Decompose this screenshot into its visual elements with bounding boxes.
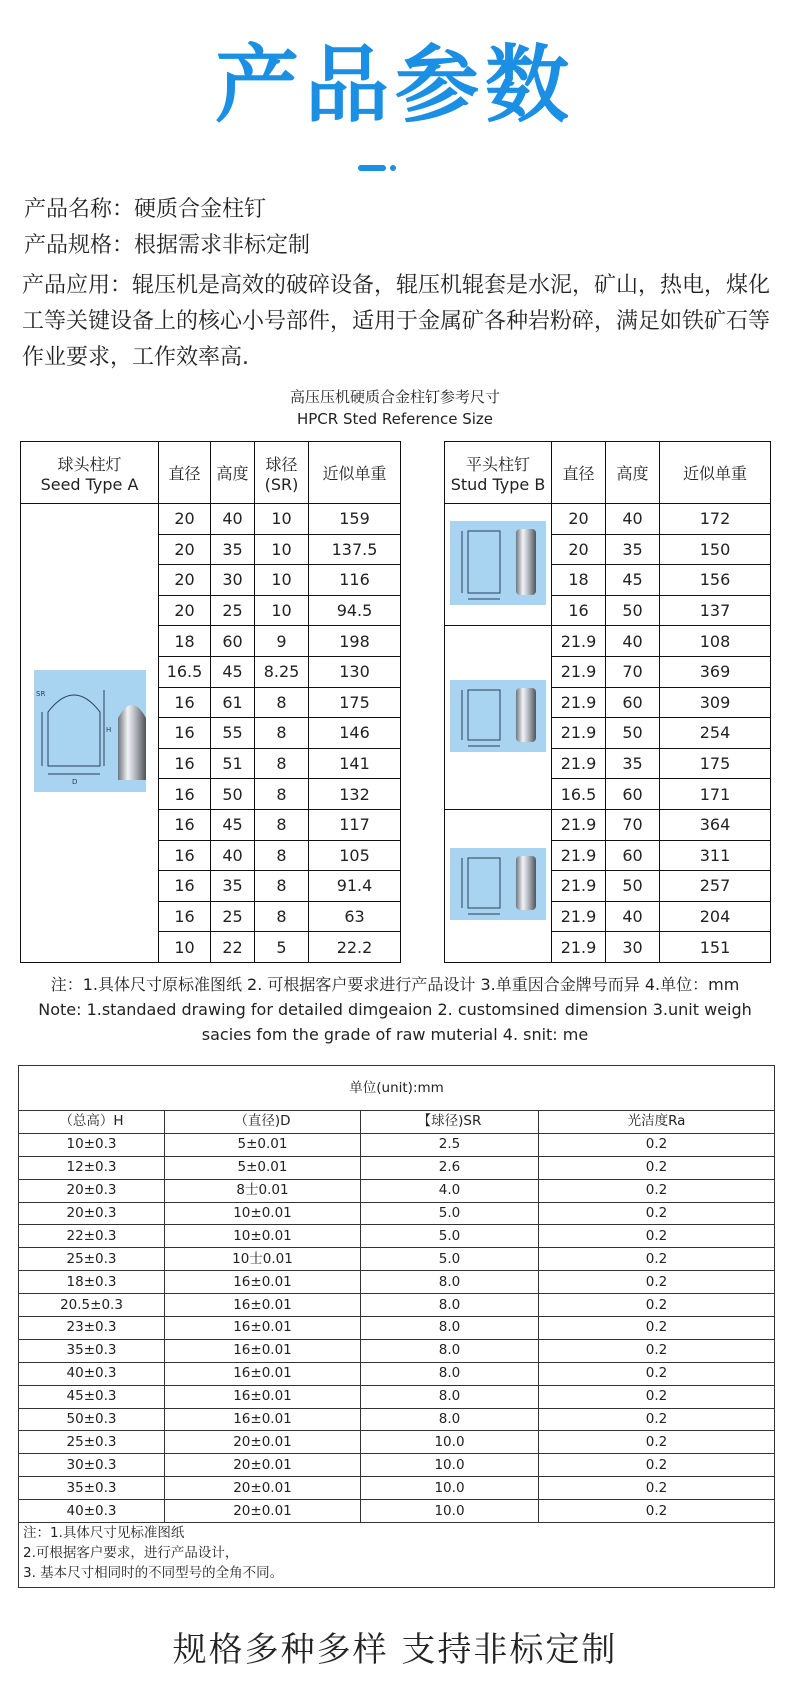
right-weight-cell: 364 [660, 809, 771, 840]
table2-row [19, 1454, 775, 1477]
height-cell: 18±0.3 [19, 1271, 165, 1294]
roughness-cell: 0.2 [539, 1362, 775, 1385]
sphere-radius-cell: 10.0 [361, 1431, 539, 1454]
roughness-cell: 0.2 [539, 1202, 775, 1225]
flat-stud-drawing [450, 680, 546, 752]
product-application: 产品应用：辊压机是高效的破碎设备，辊压机辊套是水泥，矿山，热电，煤化工等关键设备上的核心小号部件，适用于金属矿各种岩粉碎，满足如铁矿石等作业要求，工作效率高. [22, 273, 771, 370]
flat-stud-drawing [450, 848, 546, 920]
left-height-cell: 55 [211, 718, 255, 749]
flat-stud-image-cell [445, 504, 552, 626]
left-diameter-cell: 20 [159, 565, 211, 596]
right-diameter-cell: 21.9 [552, 656, 606, 687]
right-weight-cell: 204 [660, 901, 771, 932]
left-weight-cell: 22.2 [309, 932, 401, 963]
left-height-cell: 45 [211, 656, 255, 687]
right-weight-cell: 254 [660, 718, 771, 749]
right-height-cell: 50 [606, 718, 660, 749]
table2-header-row [19, 1111, 775, 1134]
left-height-cell: 30 [211, 565, 255, 596]
right-weight-cell: 108 [660, 626, 771, 657]
right-weight-cell: 171 [660, 779, 771, 810]
left-weight-cell: 132 [309, 779, 401, 810]
left-weight-cell: 198 [309, 626, 401, 657]
right-weight-cell: 151 [660, 932, 771, 963]
height-cell: 40±0.3 [19, 1362, 165, 1385]
table1-caption-en: HPCR Sted Reference Size [296, 410, 493, 428]
roughness-cell: 0.2 [539, 1477, 775, 1500]
table2-row [19, 1362, 775, 1385]
right-diameter-cell: 16 [552, 595, 606, 626]
table2-row [19, 1408, 775, 1431]
left-sr-cell: 8 [255, 779, 309, 810]
table1-header-row [21, 442, 771, 504]
right-height-cell: 35 [606, 534, 660, 565]
table2-note-line: 3. 基本尺寸相同时的不同型号的全角不同。 [23, 1565, 284, 1582]
right-weight-header: 近似单重 [660, 442, 771, 504]
right-weight-cell: 156 [660, 565, 771, 596]
product-name: 产品名称：硬质合金柱钉 [24, 197, 267, 222]
sphere-radius-cell: 2.5 [361, 1133, 539, 1156]
left-diameter-cell: 16 [159, 748, 211, 779]
footer-slogan: 规格多种多样 支持非标定制 [172, 1630, 618, 1670]
right-weight-cell: 311 [660, 840, 771, 871]
diameter-cell: 16±0.01 [165, 1362, 361, 1385]
right-diameter-header: 直径 [552, 442, 606, 504]
left-height-cell: 51 [211, 748, 255, 779]
right-height-cell: 60 [606, 779, 660, 810]
title-decoration [358, 165, 398, 171]
table2-row [19, 1500, 775, 1523]
left-diameter-header: 直径 [159, 442, 211, 504]
sphere-radius-cell: 10.0 [361, 1454, 539, 1477]
ball-stud-image-cell [21, 504, 159, 963]
height-cell: 12±0.3 [19, 1156, 165, 1179]
left-sr-cell: 8 [255, 809, 309, 840]
left-type-header: 球头柱灯 Seed Type A [21, 442, 159, 504]
sphere-radius-cell: 8.0 [361, 1294, 539, 1317]
sphere-radius-cell: 8.0 [361, 1271, 539, 1294]
height-cell: 45±0.3 [19, 1385, 165, 1408]
sphere-radius-cell: 8.0 [361, 1339, 539, 1362]
sphere-radius-cell: 5.0 [361, 1248, 539, 1271]
right-height-header: 高度 [606, 442, 660, 504]
drawing-sr-label: SR [35, 689, 45, 698]
header-total-height: （总高）H [19, 1111, 165, 1134]
table2-row [19, 1477, 775, 1500]
right-height-cell: 70 [606, 809, 660, 840]
right-weight-cell: 172 [660, 504, 771, 535]
right-diameter-cell: 21.9 [552, 809, 606, 840]
sphere-radius-cell: 10.0 [361, 1500, 539, 1523]
left-weight-cell: 63 [309, 901, 401, 932]
roughness-cell: 0.2 [539, 1179, 775, 1202]
height-cell: 20±0.3 [19, 1179, 165, 1202]
right-weight-cell: 257 [660, 871, 771, 902]
right-weight-cell: 150 [660, 534, 771, 565]
table2-note-line: 注：1.具体尺寸见标准图纸 [23, 1525, 185, 1542]
diameter-cell: 16±0.01 [165, 1408, 361, 1431]
right-diameter-cell: 21.9 [552, 626, 606, 657]
height-cell: 30±0.3 [19, 1454, 165, 1477]
diameter-cell: 20±0.01 [165, 1477, 361, 1500]
roughness-cell: 0.2 [539, 1408, 775, 1431]
diameter-cell: 20±0.01 [165, 1431, 361, 1454]
left-weight-cell: 146 [309, 718, 401, 749]
unit-label: 单位(unit):mm [19, 1066, 775, 1111]
roughness-cell: 0.2 [539, 1317, 775, 1340]
sphere-radius-cell: 4.0 [361, 1179, 539, 1202]
left-weight-cell: 117 [309, 809, 401, 840]
left-sr-cell: 9 [255, 626, 309, 657]
ball-stud-drawing [34, 670, 146, 792]
stud-reference-table [20, 441, 771, 963]
sphere-radius-cell: 5.0 [361, 1202, 539, 1225]
table2-notes [19, 1523, 775, 1588]
left-diameter-cell: 16 [159, 871, 211, 902]
right-diameter-cell: 21.9 [552, 840, 606, 871]
left-weight-cell: 175 [309, 687, 401, 718]
left-height-cell: 22 [211, 932, 255, 963]
table2-row [19, 1225, 775, 1248]
roughness-cell: 0.2 [539, 1431, 775, 1454]
roughness-cell: 0.2 [539, 1133, 775, 1156]
right-diameter-cell: 16.5 [552, 779, 606, 810]
sphere-radius-cell: 2.6 [361, 1156, 539, 1179]
left-weight-cell: 91.4 [309, 871, 401, 902]
table1-notes [20, 972, 770, 1047]
left-height-cell: 25 [211, 595, 255, 626]
notes-en-line1: Note: 1.standaed drawing for detailed dimgeaion 2. customsined dimension 3.unit weigh [38, 1000, 752, 1019]
table1-row [21, 504, 771, 535]
left-sr-header: 球径 (SR) [255, 442, 309, 504]
right-diameter-cell: 21.9 [552, 901, 606, 932]
sphere-radius-cell: 8.0 [361, 1385, 539, 1408]
title-decoration-bar [358, 165, 386, 171]
diameter-cell: 16±0.01 [165, 1317, 361, 1340]
right-diameter-cell: 20 [552, 504, 606, 535]
left-height-cell: 40 [211, 504, 255, 535]
right-height-cell: 70 [606, 656, 660, 687]
roughness-cell: 0.2 [539, 1339, 775, 1362]
height-cell: 23±0.3 [19, 1317, 165, 1340]
roughness-cell: 0.2 [539, 1500, 775, 1523]
height-cell: 10±0.3 [19, 1133, 165, 1156]
diameter-cell: 16±0.01 [165, 1294, 361, 1317]
left-height-cell: 60 [211, 626, 255, 657]
right-height-cell: 40 [606, 626, 660, 657]
table1-caption-cn: 高压压机硬质合金柱钉参考尺寸 [289, 388, 500, 406]
table2-row [19, 1317, 775, 1340]
left-sr-cell: 10 [255, 504, 309, 535]
table2-row [19, 1385, 775, 1408]
right-height-cell: 35 [606, 748, 660, 779]
diameter-cell: 20±0.01 [165, 1500, 361, 1523]
right-height-cell: 40 [606, 901, 660, 932]
height-cell: 25±0.3 [19, 1431, 165, 1454]
roughness-cell: 0.2 [539, 1385, 775, 1408]
left-weight-cell: 159 [309, 504, 401, 535]
left-diameter-cell: 16 [159, 779, 211, 810]
diameter-cell: 10±0.01 [165, 1225, 361, 1248]
right-diameter-cell: 21.9 [552, 748, 606, 779]
left-height-cell: 61 [211, 687, 255, 718]
right-diameter-cell: 21.9 [552, 932, 606, 963]
diameter-cell: 8士0.01 [165, 1179, 361, 1202]
header-roughness: 光洁度Ra [539, 1111, 775, 1134]
left-height-cell: 35 [211, 871, 255, 902]
left-diameter-cell: 16 [159, 809, 211, 840]
left-diameter-cell: 16.5 [159, 656, 211, 687]
flat-stud-drawing [450, 521, 546, 605]
left-height-cell: 40 [211, 840, 255, 871]
left-sr-cell: 5 [255, 932, 309, 963]
sphere-radius-cell: 5.0 [361, 1225, 539, 1248]
unit-row [19, 1066, 775, 1111]
right-height-cell: 60 [606, 687, 660, 718]
right-height-cell: 40 [606, 504, 660, 535]
left-height-header: 高度 [211, 442, 255, 504]
diameter-cell: 10±0.01 [165, 1202, 361, 1225]
header-diameter: （直径)D [165, 1111, 361, 1134]
diameter-cell: 16±0.01 [165, 1271, 361, 1294]
flat-stud-image-cell [445, 626, 552, 810]
left-height-cell: 50 [211, 779, 255, 810]
table2-row [19, 1271, 775, 1294]
sphere-radius-cell: 8.0 [361, 1362, 539, 1385]
right-height-cell: 50 [606, 871, 660, 902]
left-sr-cell: 8 [255, 901, 309, 932]
right-diameter-cell: 21.9 [552, 687, 606, 718]
left-sr-cell: 10 [255, 534, 309, 565]
left-sr-cell: 10 [255, 595, 309, 626]
table2-row [19, 1431, 775, 1454]
roughness-cell: 0.2 [539, 1248, 775, 1271]
table2-row [19, 1202, 775, 1225]
table2-notes-row [19, 1523, 775, 1588]
right-weight-cell: 309 [660, 687, 771, 718]
left-sr-cell: 10 [255, 565, 309, 596]
table2-row [19, 1339, 775, 1362]
left-weight-cell: 130 [309, 656, 401, 687]
left-sr-cell: 8 [255, 687, 309, 718]
right-height-cell: 60 [606, 840, 660, 871]
height-cell: 20±0.3 [19, 1202, 165, 1225]
left-weight-cell: 105 [309, 840, 401, 871]
table1-gap-cell [401, 504, 445, 963]
right-height-cell: 45 [606, 565, 660, 596]
flat-stud-image-cell [445, 809, 552, 962]
right-diameter-cell: 21.9 [552, 871, 606, 902]
roughness-cell: 0.2 [539, 1454, 775, 1477]
left-diameter-cell: 10 [159, 932, 211, 963]
table2-row [19, 1248, 775, 1271]
table2-row [19, 1156, 775, 1179]
right-height-cell: 50 [606, 595, 660, 626]
left-weight-cell: 137.5 [309, 534, 401, 565]
diameter-cell: 5±0.01 [165, 1156, 361, 1179]
sphere-radius-cell: 8.0 [361, 1408, 539, 1431]
table2-note-line: 2.可根据客户要求，进行产品设计， [23, 1545, 239, 1562]
notes-cn: 注：1.具体尺寸原标准图纸 2. 可根据客户要求进行产品设计 3.单重因合金牌号而异 4.单位：mm [50, 975, 740, 994]
left-diameter-cell: 20 [159, 595, 211, 626]
diameter-cell: 10士0.01 [165, 1248, 361, 1271]
left-sr-cell: 8.25 [255, 656, 309, 687]
right-diameter-cell: 21.9 [552, 718, 606, 749]
diameter-cell: 5±0.01 [165, 1133, 361, 1156]
left-sr-cell: 8 [255, 840, 309, 871]
left-sr-cell: 8 [255, 718, 309, 749]
height-cell: 20.5±0.3 [19, 1294, 165, 1317]
table2-row [19, 1294, 775, 1317]
height-cell: 40±0.3 [19, 1500, 165, 1523]
left-weight-cell: 141 [309, 748, 401, 779]
left-weight-cell: 116 [309, 565, 401, 596]
page-title: 产品参数 [214, 36, 575, 134]
diameter-cell: 16±0.01 [165, 1339, 361, 1362]
height-cell: 25±0.3 [19, 1248, 165, 1271]
drawing-h-label: H [105, 725, 111, 734]
height-cell: 35±0.3 [19, 1339, 165, 1362]
height-cell: 35±0.3 [19, 1477, 165, 1500]
table2-row [19, 1133, 775, 1156]
left-diameter-cell: 16 [159, 718, 211, 749]
height-cell: 50±0.3 [19, 1408, 165, 1431]
left-height-cell: 25 [211, 901, 255, 932]
table2-row [19, 1179, 775, 1202]
right-weight-cell: 175 [660, 748, 771, 779]
left-weight-cell: 94.5 [309, 595, 401, 626]
right-weight-cell: 369 [660, 656, 771, 687]
left-weight-header: 近似单重 [309, 442, 401, 504]
right-type-header: 平头柱钉 Stud Type B [445, 442, 552, 504]
table1-gap [401, 442, 445, 504]
left-diameter-cell: 16 [159, 840, 211, 871]
right-diameter-cell: 18 [552, 565, 606, 596]
sphere-radius-cell: 8.0 [361, 1317, 539, 1340]
sphere-radius-cell: 10.0 [361, 1477, 539, 1500]
left-diameter-cell: 20 [159, 504, 211, 535]
roughness-cell: 0.2 [539, 1271, 775, 1294]
left-sr-cell: 8 [255, 748, 309, 779]
diameter-cell: 16±0.01 [165, 1385, 361, 1408]
diameter-cell: 20±0.01 [165, 1454, 361, 1477]
right-weight-cell: 137 [660, 595, 771, 626]
title-decoration-dot [390, 165, 396, 171]
left-sr-cell: 8 [255, 871, 309, 902]
left-height-cell: 35 [211, 534, 255, 565]
product-spec: 产品规格：根据需求非标定制 [24, 233, 311, 258]
right-diameter-cell: 20 [552, 534, 606, 565]
dimension-table [18, 1065, 775, 1588]
drawing-d-label: D [71, 777, 77, 786]
left-diameter-cell: 20 [159, 534, 211, 565]
roughness-cell: 0.2 [539, 1156, 775, 1179]
notes-en-line2: sacies fom the grade of raw muterial 4. snit: me [201, 1025, 589, 1044]
roughness-cell: 0.2 [539, 1294, 775, 1317]
height-cell: 22±0.3 [19, 1225, 165, 1248]
header-sphere-radius: 【球径)SR [361, 1111, 539, 1134]
right-height-cell: 30 [606, 932, 660, 963]
left-diameter-cell: 16 [159, 901, 211, 932]
left-diameter-cell: 16 [159, 687, 211, 718]
left-diameter-cell: 18 [159, 626, 211, 657]
left-height-cell: 45 [211, 809, 255, 840]
roughness-cell: 0.2 [539, 1225, 775, 1248]
